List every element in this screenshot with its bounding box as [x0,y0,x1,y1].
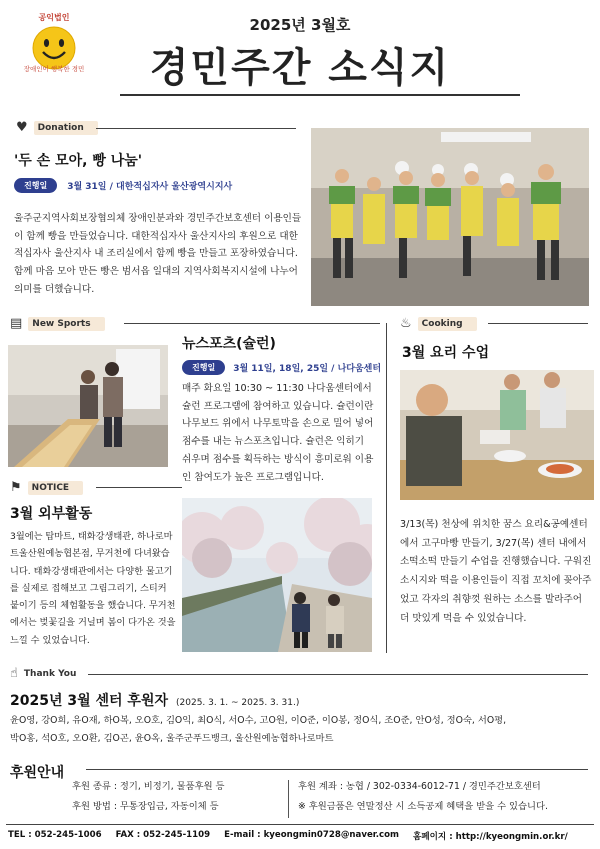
footer-fax: FAX : 052-245-1109 [115,830,211,840]
donation-date-row [14,178,232,193]
sports-section-label [10,316,105,331]
sports-body: 매주 화요일 10:30 ~ 11:30 나다움센터에서 슐런 프로그램에 참여하고 있습니다. 슐런이란 나무보드 위에서 나무토막을 손으로 밀어 넣어 점수를 내는 뉴스포츠입니다. 슐런은 익히기 쉬우며 점수를 획득하는 방식이 흥미로워 이용인 참여도가 높은 프로그램입니다. [182,383,374,483]
donor-line-1: 윤O영, 강O희, 유O재, 하O복, 오O호, 김O익, 최O식, 서O수, 고O원, 이O준, 이O봉, 정O식, 조O준, 안O성, 정O숙, 서O평, [10,715,507,726]
footer-rule [6,824,594,825]
cooking-photo [400,370,594,500]
sports-rule [124,323,380,324]
notice-photo [182,498,372,652]
footer-homepage[interactable]: 홈페이지 : http://kyeongmin.or.kr/ [413,832,568,842]
sports-date-row [182,360,381,375]
calendar-clock-icon: ▤ [10,316,23,331]
footer-contact [8,830,568,842]
cooking-body: 3/13(목) 천상에 위치한 꿈스 요리&공예센터에서 고구마빵 만들기, 3/27(목) 센터 내에서 소떡소떡 만들기 수업을 진행했습니다. 구워진 소시지와 떡을 이용인들이 직접 꼬치에 꽂아주었고 각자의 취향껏 원하는 소스를 발라주어 더 맛있게 먹을 수 있었습니다. [400,519,592,624]
thanks-headline: 2025년 3월 센터 후원자 [10,693,168,709]
support-method: 후원 방법 : 무통장입금, 자동이체 등 [72,801,219,812]
support-rule [86,769,588,770]
donation-headline: '두 손 모아, 빵 나눔' [14,153,143,169]
cooking-rule [488,323,588,324]
notice-body: 3월에는 탑마트, 태화강생태관, 하나로마트울산원예농협본점, 무거천에 다녀왔습니다. 태화강생태관에서는 다양한 물고기를 실제로 접해보고 그림그리기, 스티커 붙이기 등의 체험활동을 했습니다. 무거천에서는 벚꽃길을 거닐며 봄이 다가온 것을 느낄 수 있었습니다. [10,531,176,646]
org-badge: 공익법인 [38,13,70,22]
sports-headline: 뉴스포츠(슐런) [182,336,276,352]
notice-section-label [10,480,83,495]
footer-email[interactable]: E-mail : kyeongmin0728@naver.com [224,830,400,840]
sports-label: New Sports [28,317,104,331]
donation-hand-heart-icon: ♥ [16,120,28,135]
notice-headline: 3월 외부활동 [10,506,93,522]
sports-date: 3월 11일, 18일, 25일 / 나다움센터 [233,364,382,374]
support-divider [288,780,289,818]
donation-status-badge: 진행일 [14,178,57,193]
footer-tel: TEL : 052-245-1006 [8,830,102,840]
thumbs-up-icon: ☝ [10,666,18,681]
donation-rule [96,128,296,129]
donor-line-2: 박O홍, 석O호, 오O환, 김O곤, 윤O옥, 울주군푸드뱅크, 울산원예농협하나로마트 [10,732,334,744]
cooking-section-label [400,316,477,331]
sports-status-badge: 진행일 [182,360,225,375]
cooking-label: Cooking [418,317,477,331]
column-divider [386,323,387,653]
header-divider [120,94,520,96]
thanks-section-label [10,666,76,681]
thanks-rule [88,674,588,675]
donation-date: 3월 31일 / 대한적십자사 울산광역시지사 [67,182,233,192]
org-slogan: 장애인이 행복한 경민 [23,65,85,73]
notice-rule [96,487,182,488]
donation-body: 울주군지역사회보장협의체 장애인분과와 경민주간보호센터 이용인들이 함께 빵을 만들었습니다. 대한적십자사 울산지사의 후원으로 대한적십자사 울산지사 내 조리실에서 함께 빵을 만들고 포장하였습니다. 함께 마음 모아 만든 빵은 범서읍 일대의 지역사회복지시설에 나누어 의미를 더했습니다. [14,213,302,295]
donation-section-label [16,120,98,135]
thanks-title-row [10,690,299,710]
cooking-pot-icon: ♨ [400,316,412,331]
support-type: 후원 종류 : 정기, 비정기, 물품후원 등 [72,781,225,792]
issue-label: 2025년 3월호 [249,16,351,34]
donor-list [10,712,594,747]
thanks-period: (2025. 3. 1. ~ 2025. 3. 31.) [176,698,300,708]
cooking-headline: 3월 요리 수업 [402,345,490,361]
thanks-label: Thank You [23,668,77,679]
megaphone-icon: ⚑ [10,480,22,495]
sports-photo [8,345,168,467]
page-title: 경민주간 소식지 [149,44,451,91]
donation-photo [311,128,589,306]
support-tax-note: ※ 후원금품은 연말정산 시 소득공제 혜택을 받을 수 있습니다. [298,801,548,812]
support-account: 후원 계좌 : 농협 / 302-0334-6012-71 / 경민주간보호센터 [298,781,541,792]
support-headline: 후원안내 [10,765,65,781]
donation-label: Donation [34,121,98,135]
notice-label: NOTICE [28,481,83,495]
